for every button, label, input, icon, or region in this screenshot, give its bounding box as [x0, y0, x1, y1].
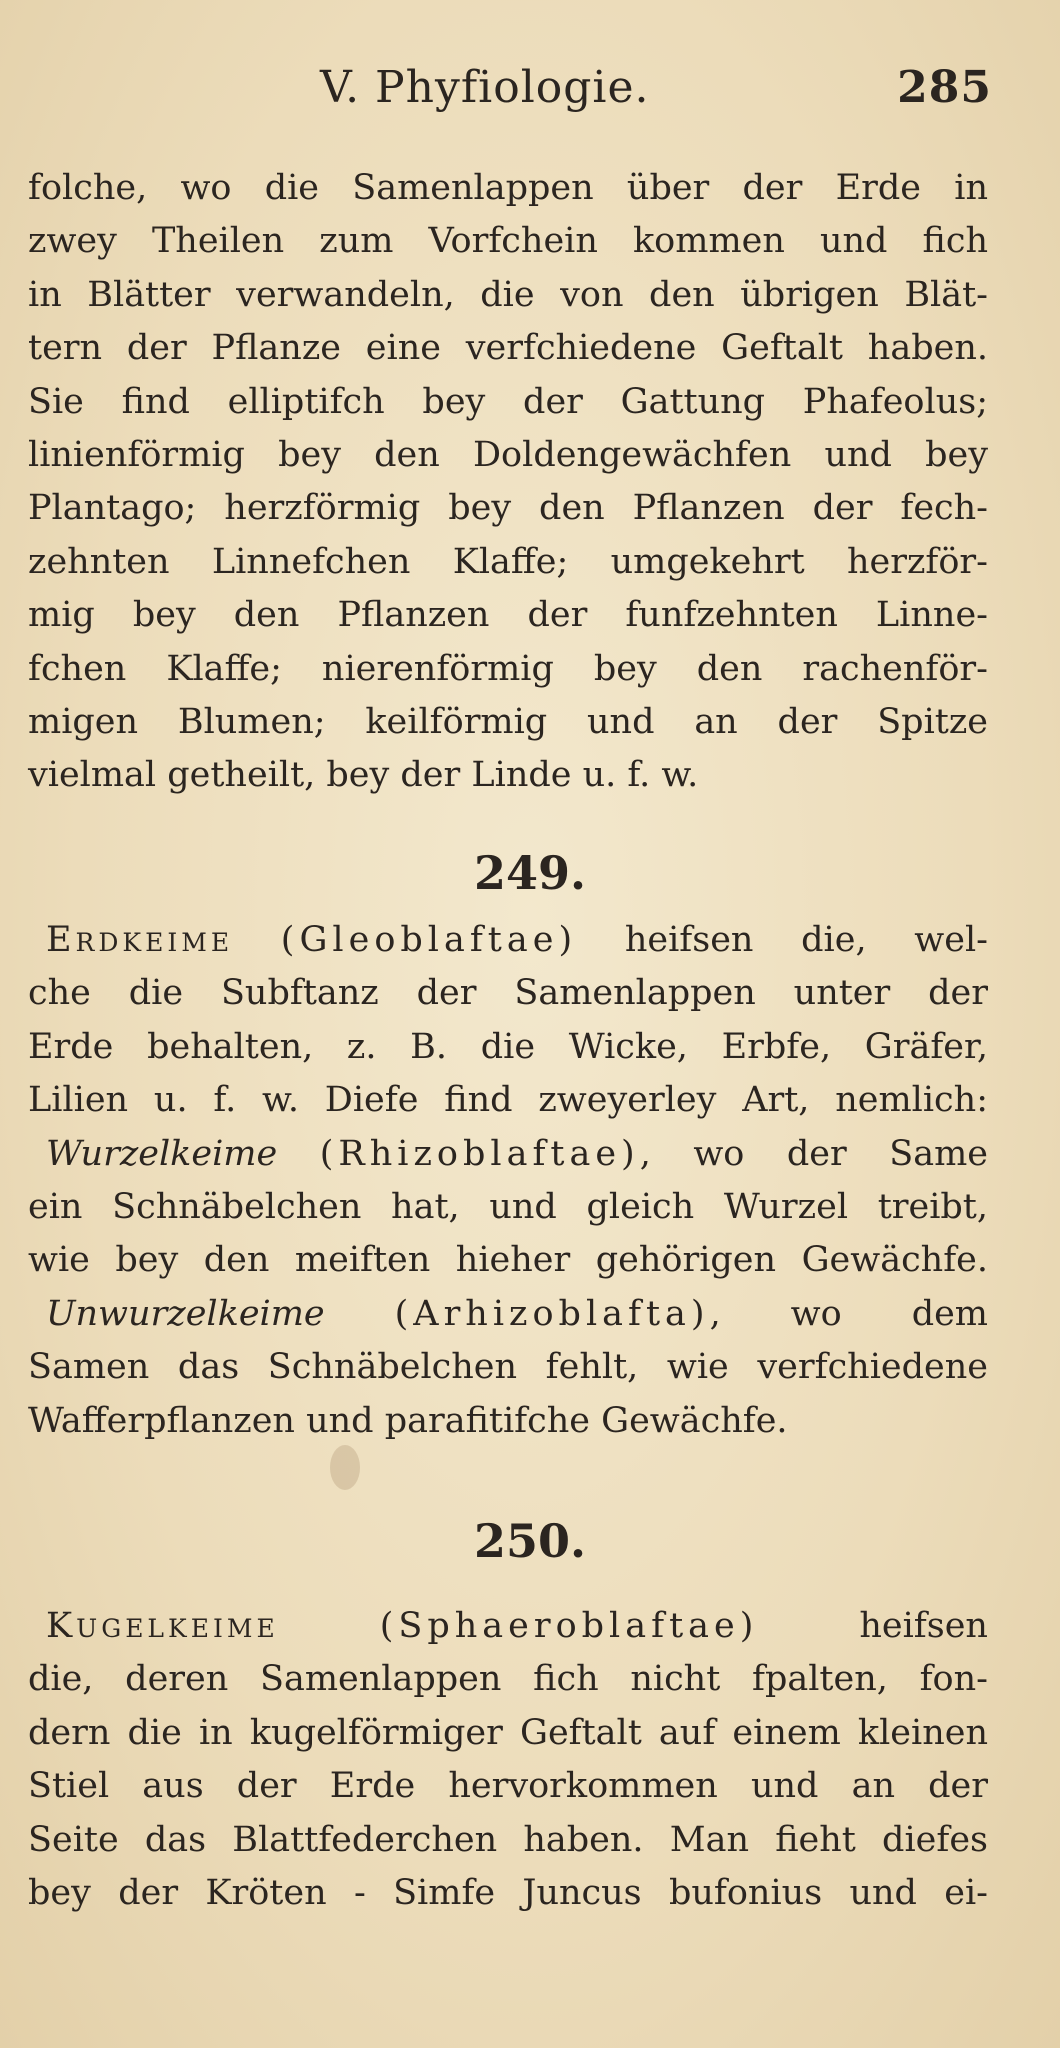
text-fragment: heifsen die, wel- — [624, 920, 988, 960]
text-line: vielmal getheilt, bey der Linde u. f. w. — [28, 755, 699, 796]
term: Unwurzelkeime — [46, 1293, 325, 1334]
text-line: fchen Klaffe; nierenförmig bey den rachenför- — [28, 648, 988, 689]
text-line — [28, 914, 988, 967]
text-fragment: , wo dem — [709, 1293, 988, 1334]
section-249-body — [28, 914, 988, 1448]
latin-term: (Arhizoblafta) — [394, 1293, 710, 1334]
text-line: Sie find elliptifch bey der Gattung Phafeolus; — [28, 381, 988, 422]
text-line — [28, 1288, 988, 1341]
text-fragment: heifsen — [859, 1606, 988, 1646]
text-line: ein Schnäbelchen hat, und gleich Wurzel treibt, — [28, 1186, 988, 1227]
text-line: che die Subftanz der Samenlappen unter der — [28, 973, 988, 1014]
term: Wurzelkeime — [46, 1133, 278, 1174]
text-line: Stiel aus der Erde hervorkommen und an der — [28, 1766, 988, 1807]
section-number-249: 249. — [473, 846, 587, 900]
text-line: Lilien u. f. w. Diefe find zweyerley Art, nemlich: — [28, 1080, 988, 1121]
running-header — [0, 62, 1060, 122]
text-line: zehnten Linnefchen Klaffe; umgekehrt herzför- — [28, 541, 988, 582]
paragraph-continued — [28, 162, 988, 803]
text-line — [28, 1128, 988, 1181]
text-line: die, deren Samenlappen fich nicht fpalten, fon- — [28, 1659, 988, 1700]
text-line: folche, wo die Samenlappen über der Erde in — [28, 168, 988, 208]
ink-stain — [330, 1445, 360, 1490]
chapter-title: V. Phyfiologie. — [320, 62, 650, 113]
term: Kugelkeime — [46, 1606, 279, 1646]
term: Erdkeime — [46, 920, 234, 960]
text-line: Wafferpflanzen und parafitifche Gewächfe. — [28, 1400, 788, 1441]
text-fragment: , wo der Same — [639, 1133, 988, 1174]
text-line: Seite das Blattfederchen haben. Man fieht diefes — [28, 1819, 988, 1860]
text-line: tern der Pflanze eine verfchiedene Geftalt haben. — [28, 328, 988, 369]
text-line: bey der Kröten - Simfe Juncus bufonius und ei- — [28, 1872, 988, 1913]
text-line — [28, 1600, 988, 1653]
text-line: linienförmig bey den Doldengewächfen und bey — [28, 434, 988, 475]
text-line: migen Blumen; keilförmig und an der Spitze — [28, 701, 988, 742]
page-number: 285 — [897, 62, 992, 113]
text-line: Samen das Schnäbelchen fehlt, wie verfchiedene — [28, 1347, 988, 1388]
text-line: in Blätter verwandeln, die von den übrigen Blät- — [28, 274, 988, 315]
latin-term: (Sphaeroblaftae) — [379, 1606, 759, 1646]
text-line: wie bey den meiften hieher gehörigen Gewächfe. — [28, 1240, 988, 1281]
text-line: Erde behalten, z. B. die Wicke, Erbfe, Gräfer, — [28, 1026, 988, 1067]
text-line: zwey Theilen zum Vorfchein kommen und fich — [28, 221, 988, 262]
section-number-250: 250. — [473, 1514, 587, 1568]
latin-term: (Gleoblaftae) — [280, 920, 578, 960]
text-line: Plantago; herzförmig bey den Pflanzen der fech- — [28, 488, 988, 529]
section-250-body — [28, 1600, 988, 1920]
latin-term: (Rhizoblaftae) — [319, 1133, 640, 1174]
text-line: dern die in kugelförmiger Geftalt auf einem kleinen — [28, 1712, 988, 1753]
text-line: mig bey den Pflanzen der funfzehnten Linne- — [28, 595, 988, 636]
